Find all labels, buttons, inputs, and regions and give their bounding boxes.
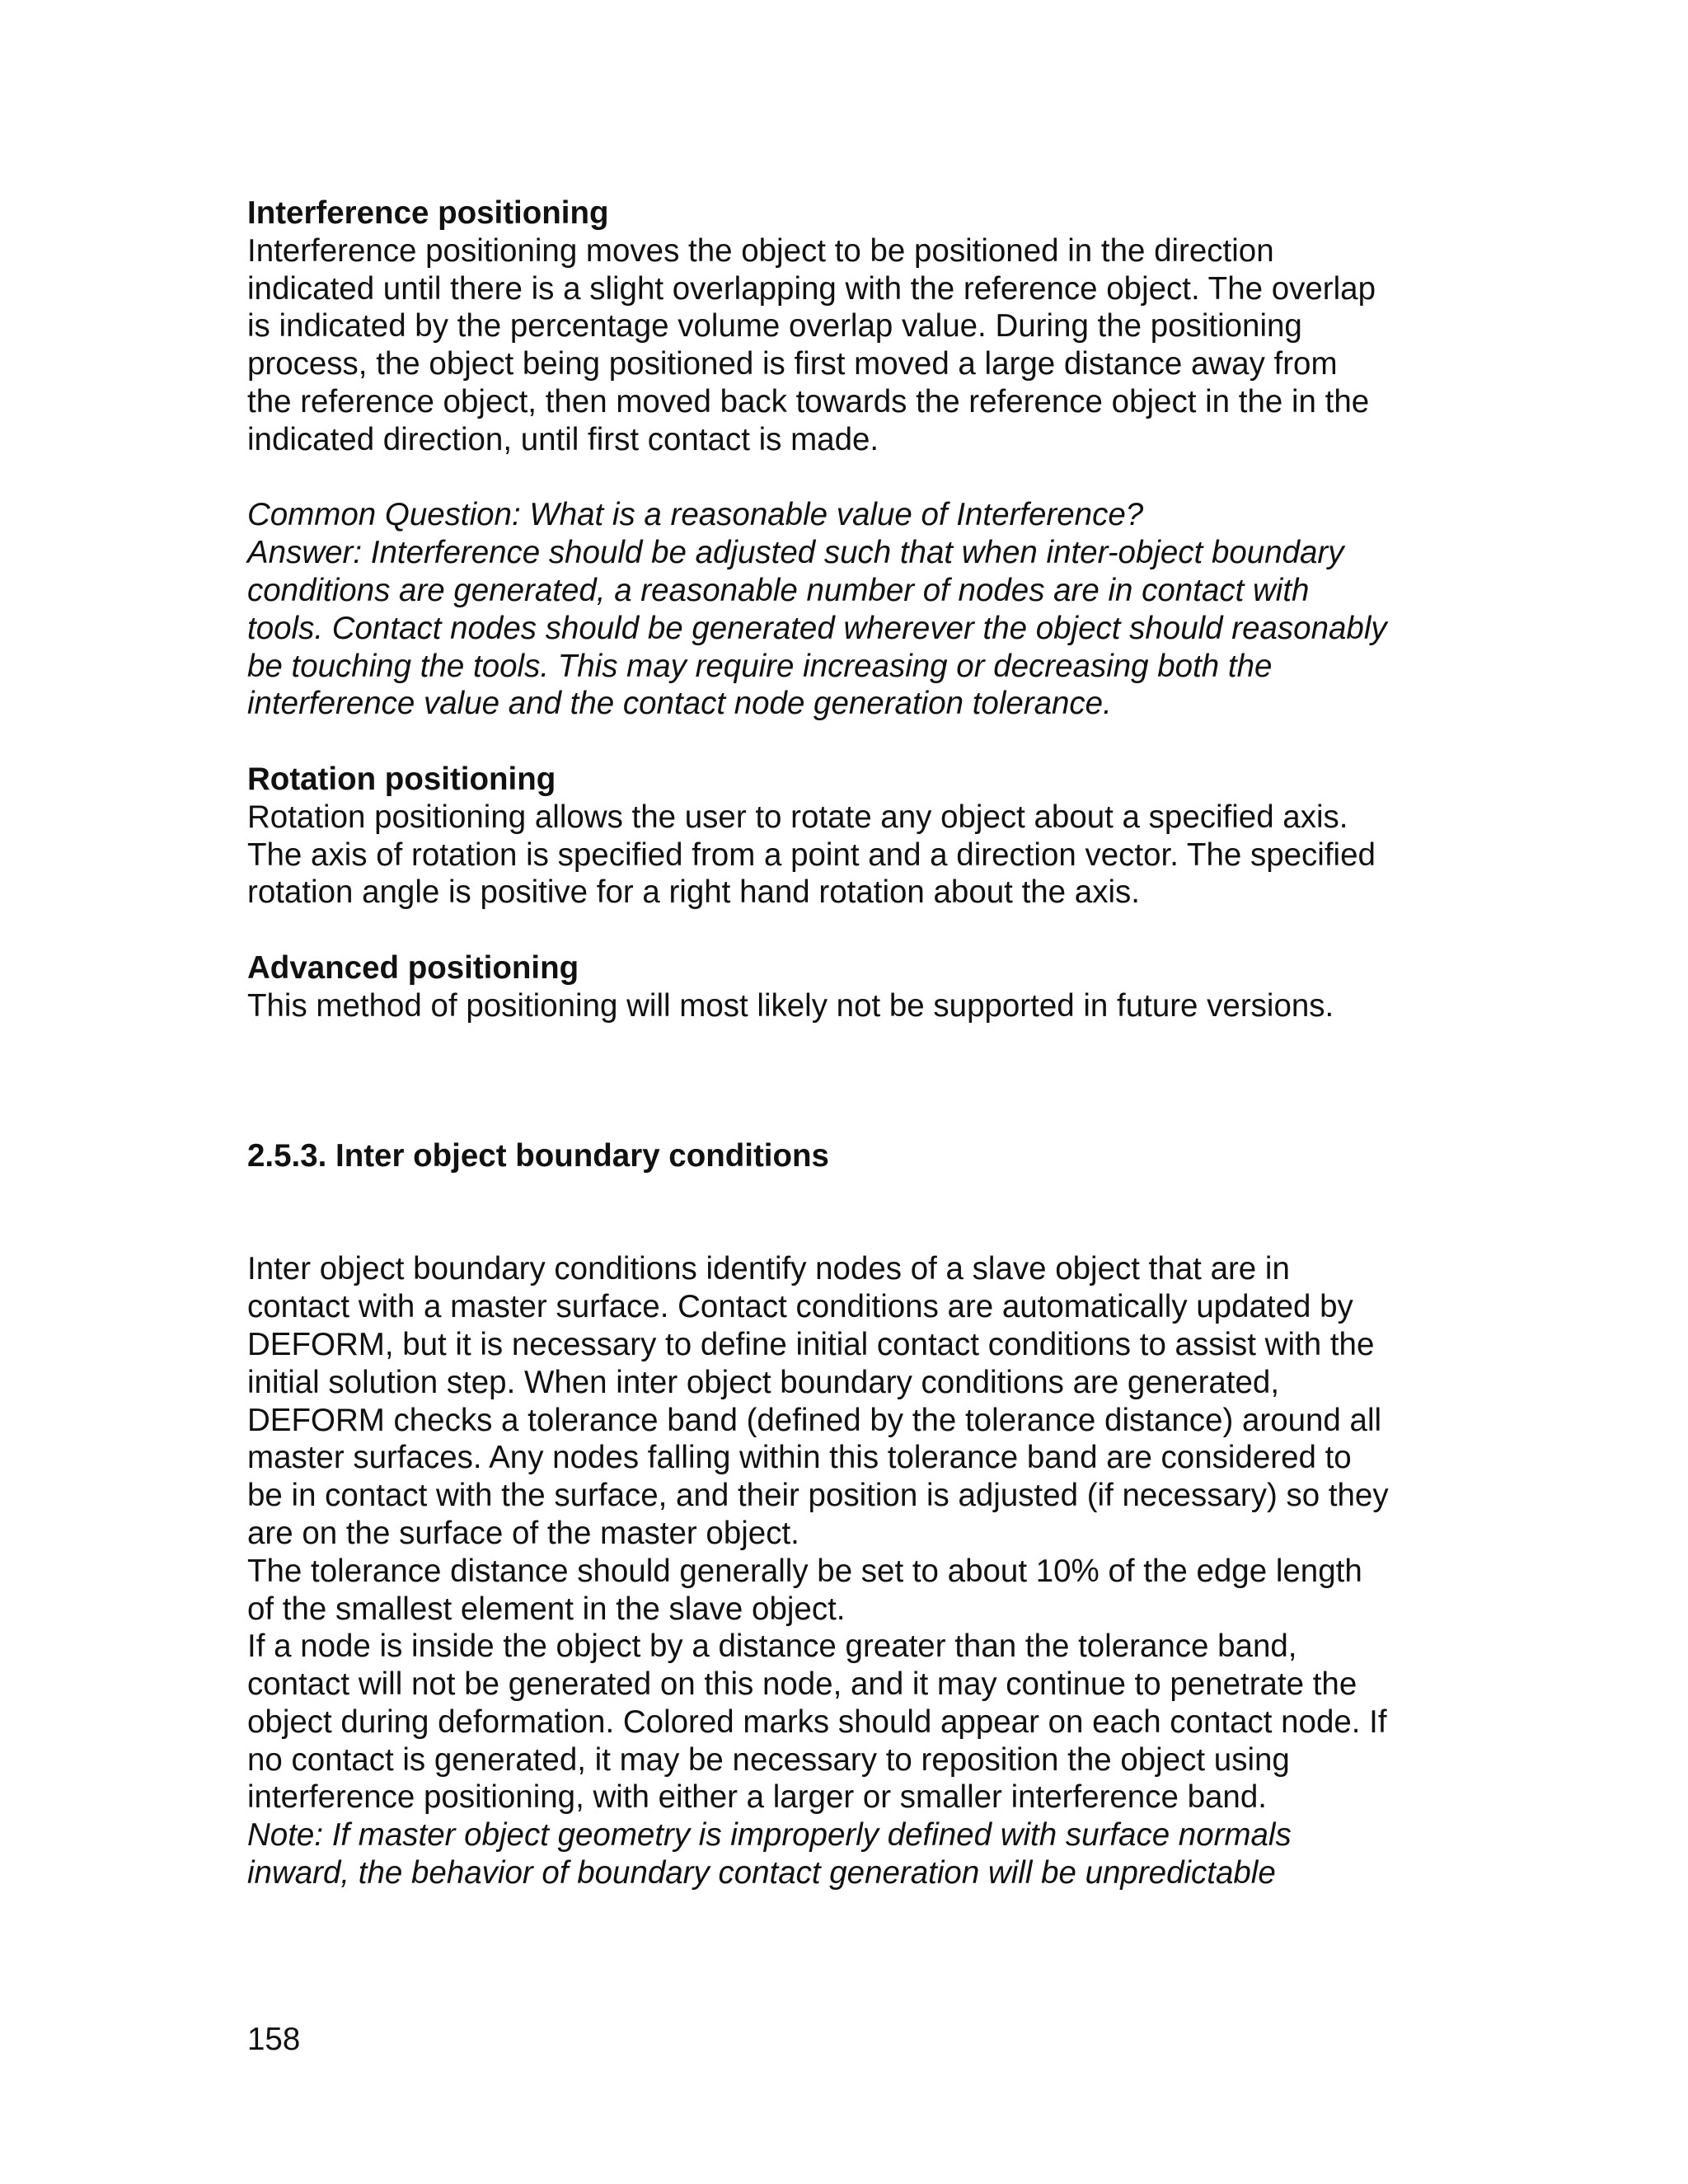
paragraph-line: DEFORM checks a tolerance band (defined by the tolerance distance) around all bbox=[247, 1402, 1382, 1438]
paragraph-line: no contact is generated, it may be necessary to reposition the object using bbox=[247, 1741, 1290, 1778]
boundary-conditions-body bbox=[247, 1250, 1451, 1892]
common-question-line: Common Question: What is a reasonable value of Interference? bbox=[247, 497, 1144, 533]
answer-line: tools. Contact nodes should be generated wherever the object should reasonably bbox=[247, 610, 1387, 646]
interference-positioning-section bbox=[247, 194, 1451, 459]
paragraph-line: of the smallest element in the slave object. bbox=[247, 1591, 846, 1627]
spacer bbox=[247, 1174, 1451, 1250]
note-line: inward, the behavior of boundary contact generation will be unpredictable bbox=[247, 1855, 1276, 1891]
paragraph-line: the reference object, then moved back towards the reference object in the in the bbox=[247, 383, 1370, 419]
paragraph-line: be in contact with the surface, and their position is adjusted (if necessary) so they bbox=[247, 1478, 1389, 1514]
spacer bbox=[247, 723, 1451, 761]
paragraph-line: indicated direction, until first contact is made. bbox=[247, 421, 879, 457]
paragraph-line: This method of positioning will most likely not be supported in future versions. bbox=[247, 987, 1334, 1024]
paragraph-line: Interference positioning moves the object to be positioned in the direction bbox=[247, 232, 1274, 269]
section-title: 2.5.3. Inter object boundary conditions bbox=[247, 1137, 829, 1174]
paragraph-line: indicated until there is a slight overlapping with the reference object. The overlap bbox=[247, 270, 1376, 307]
answer-line: conditions are generated, a reasonable number of nodes are in contact with bbox=[247, 572, 1310, 608]
paragraph-line: are on the surface of the master object. bbox=[247, 1515, 799, 1551]
paragraph-line: The tolerance distance should generally be set to about 10% of the edge length bbox=[247, 1553, 1362, 1589]
note-line: Note: If master object geometry is improperly defined with surface normals bbox=[247, 1817, 1292, 1854]
paragraph-line: process, the object being positioned is first moved a large distance away from bbox=[247, 346, 1338, 382]
paragraph-line: rotation angle is positive for a right hand rotation about the axis. bbox=[247, 874, 1140, 911]
page-number: 158 bbox=[247, 2022, 301, 2057]
spacer bbox=[247, 912, 1451, 949]
rotation-positioning-heading: Rotation positioning bbox=[247, 761, 556, 797]
answer-line: be touching the tools. This may require increasing or decreasing both the bbox=[247, 648, 1273, 684]
paragraph-line: object during deformation. Colored marks should appear on each contact node. If bbox=[247, 1704, 1387, 1740]
spacer bbox=[247, 1025, 1451, 1137]
spacer bbox=[247, 459, 1451, 497]
paragraph-line: Rotation positioning allows the user to rotate any object about a specified axis. bbox=[247, 799, 1348, 835]
paragraph-line: initial solution step. When inter object boundary conditions are generated, bbox=[247, 1364, 1280, 1400]
paragraph-line: contact will not be generated on this node, and it may continue to penetrate the bbox=[247, 1666, 1357, 1703]
answer-line: interference value and the contact node generation tolerance. bbox=[247, 686, 1112, 722]
interference-positioning-heading: Interference positioning bbox=[247, 195, 609, 231]
advanced-positioning-section bbox=[247, 949, 1451, 1025]
answer-line: Answer: Interference should be adjusted such that when inter-object boundary bbox=[247, 535, 1344, 571]
paragraph-line: Inter object boundary conditions identify nodes of a slave object that are in bbox=[247, 1251, 1290, 1287]
common-question-block bbox=[247, 496, 1451, 723]
rotation-positioning-section bbox=[247, 761, 1451, 912]
paragraph-line: The axis of rotation is specified from a point and a direction vector. The specified bbox=[247, 837, 1376, 873]
paragraph-line: is indicated by the percentage volume overlap value. During the positioning bbox=[247, 308, 1302, 344]
paragraph-line: master surfaces. Any nodes falling within this tolerance band are considered to bbox=[247, 1440, 1352, 1476]
advanced-positioning-heading: Advanced positioning bbox=[247, 949, 579, 986]
paragraph-line: contact with a master surface. Contact conditions are automatically updated by bbox=[247, 1289, 1353, 1325]
paragraph-line: If a node is inside the object by a distance greater than the tolerance band, bbox=[247, 1629, 1297, 1665]
page-content bbox=[247, 194, 1451, 1892]
paragraph-line: interference positioning, with either a larger or smaller interference band. bbox=[247, 1779, 1267, 1816]
paragraph-line: DEFORM, but it is necessary to define initial contact conditions to assist with the bbox=[247, 1326, 1375, 1362]
